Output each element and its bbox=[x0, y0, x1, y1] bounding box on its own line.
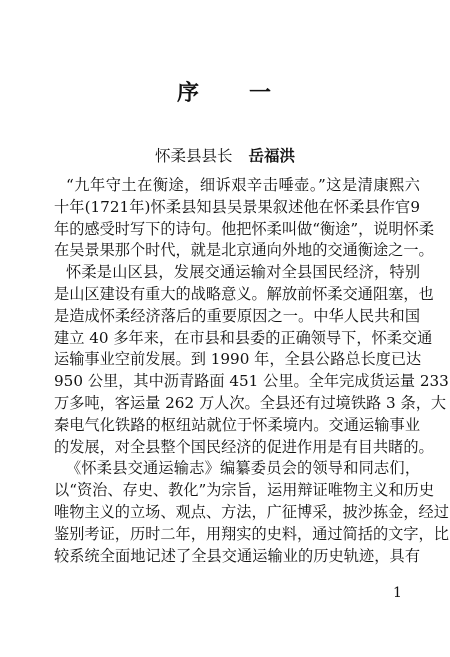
text-line: 950 公里，其中沥青路面 451 公里。全年完成货运量 233 bbox=[54, 372, 449, 391]
text-line: 怀柔是山区县，发展交通运输对全县国民经济，特别 bbox=[66, 263, 420, 282]
text-line: 十年(1721年)怀柔县知县吴景果叙述他在怀柔县作官9 bbox=[54, 197, 420, 216]
text-line: “九年守土在衡途，细诉艰辛击唾壶。”这是清康熙六 bbox=[66, 176, 420, 194]
body-text bbox=[54, 175, 449, 567]
text-line: 运输事业空前发展。到 1990 年，全县公路总长度已达 bbox=[54, 350, 422, 369]
title-char-xu: 序 bbox=[176, 81, 201, 106]
text-line: 较系统全面地记述了全县交通运输业的历史轨迹，具有 bbox=[54, 546, 420, 565]
text-line: 的发展，对全县整个国民经济的促进作用是有目共睹的。 bbox=[54, 437, 434, 456]
author-name: 岳福洪 bbox=[248, 146, 296, 165]
preface-title bbox=[0, 76, 450, 107]
text-line: 鉴别考证，历时二年，用翔实的史料，通过简括的文字，比 bbox=[54, 524, 449, 543]
page-number: 1 bbox=[393, 585, 402, 601]
text-line: 是造成怀柔经济落后的重要原因之一。中华人民共和国 bbox=[54, 306, 420, 325]
author-position: 怀柔县县长 bbox=[154, 147, 233, 165]
text-line: 是山区建设有重大的战略意义。解放前怀柔交通阻塞，也 bbox=[54, 284, 434, 303]
text-line: 《怀柔县交通运输志》编纂委员会的领导和同志们， bbox=[66, 459, 420, 478]
author-byline bbox=[0, 144, 450, 166]
text-line: 在吴景果那个时代，就是北京通向外地的交通衡途之一。 bbox=[54, 241, 434, 260]
text-line: 以“资治、存史、教化”为宗旨，运用辩证唯物主义和历史 bbox=[54, 481, 435, 500]
text-line: 秦电气化铁路的枢纽站就位于怀柔境内。交通运输事业 bbox=[54, 415, 420, 434]
text-line: 唯物主义的立场、观点、方法，广征博采，披沙拣金，经过 bbox=[54, 502, 449, 521]
text-line: 建立 40 多年来，在市县和县委的正确领导下，怀柔交通 bbox=[54, 328, 433, 347]
text-line: 万多吨，客运量 262 万人次。全县还有过境铁路 3 条，大 bbox=[54, 393, 447, 412]
text-line: 年的感受时写下的诗句。他把怀柔叫做“衡途”，说明怀柔 bbox=[54, 219, 435, 238]
title-char-yi: 一 bbox=[249, 81, 274, 106]
